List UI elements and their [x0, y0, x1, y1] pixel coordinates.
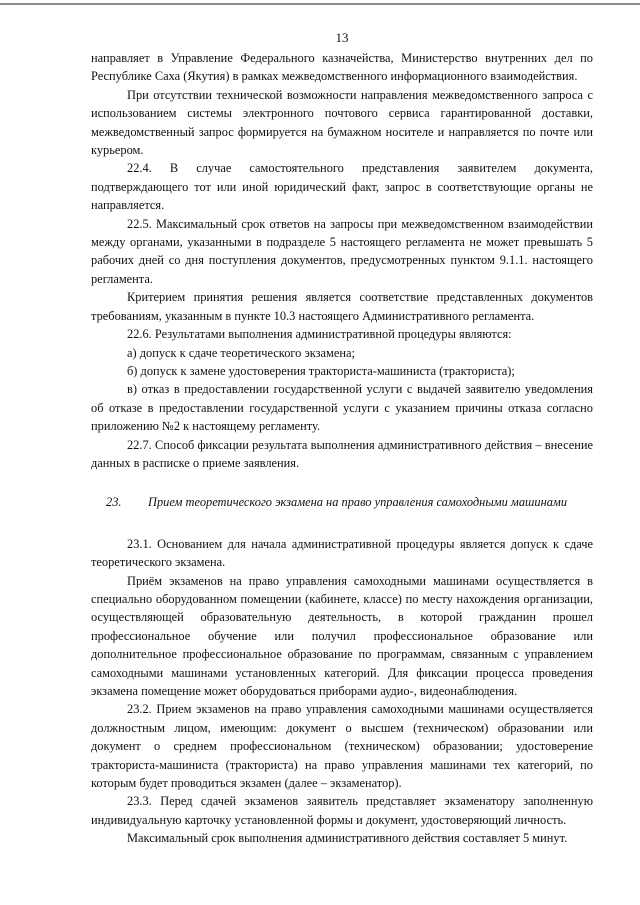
paragraph-22-4: 22.4. В случае самостоятельного представления заявителем документа, подтверждающего тот или иной юридический факт, запрос в соответствующие органы не направляется.	[91, 161, 593, 213]
section-heading-23	[91, 493, 593, 511]
paragraph-max-time: Максимальный срок выполнения административного действия составляет 5 минут.	[127, 831, 568, 846]
section-number: 23.	[106, 495, 122, 510]
section-title: Прием теоретического экзамена на право управления самоходными машинами	[148, 495, 568, 510]
page-number: 13	[335, 30, 349, 45]
paragraph-continuation: направляет в Управление Федерального казначейства, Министерство внутренних дел по Республике Саха (Якутия) в рамках межведомственного информационного взаимодействия.	[91, 51, 593, 84]
paragraph-22-5: 22.5. Максимальный срок ответов на запросы при межведомственном взаимодействии между органами, указанными в подразделе 5 настоящего регламента не может превышать 5 рабочих дней со дня поступления документов, предусмотренных пунктом 9.1.1. настоящего регламента.	[91, 216, 593, 286]
paragraph-22-7: 22.7. Способ фиксации результата выполнения административного действия – внесение данных в расписке о приеме заявления.	[91, 437, 593, 470]
list-item-v: в) отказ в предоставлении государственной услуги с выдачей заявителю уведомления об отказе в предоставлении государственной услуги с указанием причины отказа согласно приложению №2 к настоящему регламенту.	[91, 382, 593, 434]
paragraph-decision-criterion: Критерием принятия решения является соответствие представленных документов требованиям, указанным в пункте 10.3 настоящего Административного регламента.	[91, 290, 593, 323]
document-page	[91, 30, 593, 848]
paragraph-23-3: 23.3. Перед сдачей экзаменов заявитель представляет экзаменатору заполненную индивидуальную карточку установленной формы и документ, удостоверяющий личность.	[91, 794, 593, 827]
list-item-b: б) допуск к замене удостоверения тракториста-машиниста (тракториста);	[127, 363, 515, 378]
list-item-a: а) допуск к сдаче теоретического экзамена;	[127, 345, 355, 360]
paragraph-23-2: 23.2. Прием экзаменов на право управления самоходными машинами осуществляется должностным лицом, имеющим: документ о высшем (техническом) образовании или документ о среднем профессиональном (техническом) образовании; удостоверение тракториста-машиниста (тракториста) на право управления машинами тех категорий, по которым будет проводиться экзамен (далее – экзаменатор).	[91, 702, 593, 791]
paragraph-no-technical-possibility: При отсутствии технической возможности направления межведомственного запроса с использованием системы электронного почтового сервиса гарантированной доставки, межведомственный запрос формируется на бумажном носителе и направляется по почте или курьером.	[91, 87, 593, 158]
paragraph-23-1: 23.1. Основанием для начала административной процедуры является допуск к сдаче теоретического экзамена.	[91, 536, 593, 570]
top-border-line	[0, 3, 640, 5]
paragraph-exam-room: Приём экзаменов на право управления самоходными машинами осуществляется в специально оборудованном помещении (кабинете, классе) по месту нахождения организации, осуществляющей образовательную деятельность, в которой гражданин прошел профессиональное обучение или получил профессиональное образование или дополнительное профессиональное образование по программам, связанным с управлением самоходными машинами установленных категорий. Для фиксации процесса проведения экзамена помещение может оборудоваться приборами аудио-, видеонаблюдения.	[91, 573, 593, 698]
paragraph-22-6: 22.6. Результатами выполнения административной процедуры являются:	[127, 327, 512, 342]
